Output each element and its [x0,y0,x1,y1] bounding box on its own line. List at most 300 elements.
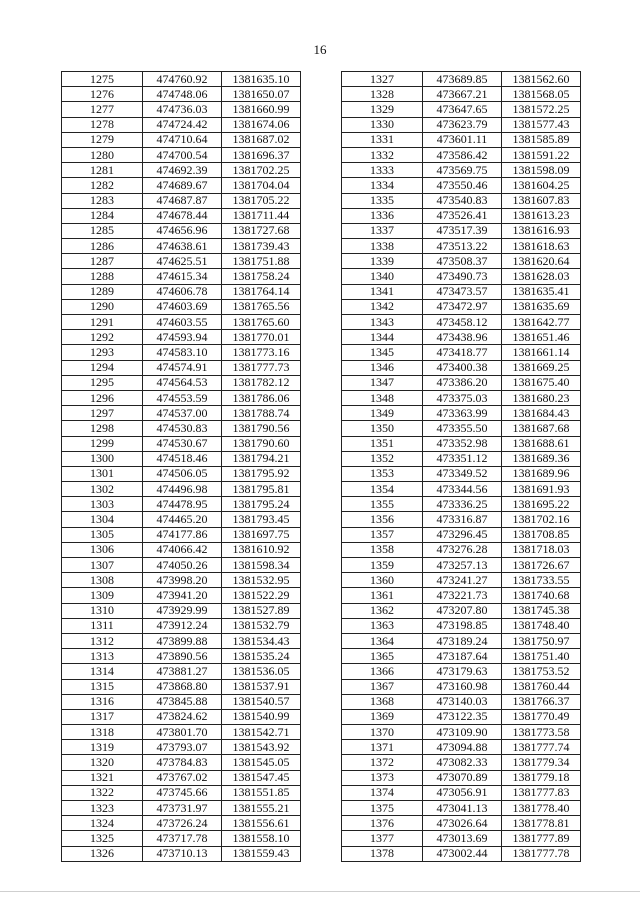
y-coordinate-cell: 1381669.25 [502,360,581,375]
point-number-cell: 1284 [62,208,143,223]
point-number-cell: 1373 [342,770,423,785]
table-row [342,421,581,436]
x-coordinate-cell: 473601.11 [423,132,502,147]
point-number-cell: 1304 [62,512,143,527]
table-row [342,163,581,178]
table-row [62,406,301,421]
x-coordinate-cell: 474518.46 [143,451,222,466]
x-coordinate-cell: 473667.21 [423,87,502,102]
table-row [342,451,581,466]
y-coordinate-cell: 1381591.22 [502,147,581,162]
x-coordinate-cell: 473647.65 [423,102,502,117]
y-coordinate-cell: 1381786.06 [222,390,301,405]
x-coordinate-cell: 473845.88 [143,694,222,709]
point-number-cell: 1335 [342,193,423,208]
table-row [342,649,581,664]
y-coordinate-cell: 1381739.43 [222,239,301,254]
x-coordinate-cell: 473513.22 [423,239,502,254]
y-coordinate-cell: 1381718.03 [502,542,581,557]
table-row [342,618,581,633]
point-number-cell: 1344 [342,330,423,345]
x-coordinate-cell: 473458.12 [423,315,502,330]
x-coordinate-cell: 474574.91 [143,360,222,375]
table-row [342,512,581,527]
x-coordinate-cell: 473002.44 [423,846,502,861]
point-number-cell: 1334 [342,178,423,193]
y-coordinate-cell: 1381610.92 [222,542,301,557]
point-number-cell: 1340 [342,269,423,284]
x-coordinate-cell: 474687.87 [143,193,222,208]
point-number-cell: 1276 [62,87,143,102]
y-coordinate-cell: 1381547.45 [222,770,301,785]
y-coordinate-cell: 1381618.63 [502,239,581,254]
x-coordinate-cell: 473400.38 [423,360,502,375]
point-number-cell: 1327 [342,72,423,87]
y-coordinate-cell: 1381711.44 [222,208,301,223]
point-number-cell: 1346 [342,360,423,375]
point-number-cell: 1294 [62,360,143,375]
x-coordinate-cell: 473793.07 [143,740,222,755]
y-coordinate-cell: 1381551.85 [222,785,301,800]
y-coordinate-cell: 1381635.10 [222,72,301,87]
y-coordinate-cell: 1381765.60 [222,315,301,330]
x-coordinate-cell: 474615.34 [143,269,222,284]
y-coordinate-cell: 1381793.45 [222,512,301,527]
x-coordinate-cell: 473890.56 [143,649,222,664]
point-number-cell: 1287 [62,254,143,269]
y-coordinate-cell: 1381568.05 [502,87,581,102]
point-number-cell: 1368 [342,694,423,709]
y-coordinate-cell: 1381680.23 [502,390,581,405]
table-row [342,558,581,573]
point-number-cell: 1324 [62,816,143,831]
point-number-cell: 1283 [62,193,143,208]
x-coordinate-cell: 473473.57 [423,284,502,299]
point-number-cell: 1333 [342,163,423,178]
x-coordinate-cell: 474050.26 [143,558,222,573]
x-coordinate-cell: 473187.64 [423,649,502,664]
table-row [342,709,581,724]
point-number-cell: 1353 [342,466,423,481]
point-number-cell: 1303 [62,497,143,512]
table-row [62,345,301,360]
x-coordinate-cell: 473899.88 [143,633,222,648]
y-coordinate-cell: 1381532.95 [222,573,301,588]
table-row [342,239,581,254]
x-coordinate-cell: 473998.20 [143,573,222,588]
x-coordinate-cell: 473490.73 [423,269,502,284]
point-number-cell: 1329 [342,102,423,117]
table-row [342,725,581,740]
point-number-cell: 1281 [62,163,143,178]
x-coordinate-cell: 473013.69 [423,831,502,846]
y-coordinate-cell: 1381794.21 [222,451,301,466]
table-row [62,482,301,497]
x-coordinate-cell: 473550.46 [423,178,502,193]
y-coordinate-cell: 1381562.60 [502,72,581,87]
y-coordinate-cell: 1381777.89 [502,831,581,846]
y-coordinate-cell: 1381770.01 [222,330,301,345]
table-row [62,846,301,861]
point-number-cell: 1330 [342,117,423,132]
table-row [62,117,301,132]
y-coordinate-cell: 1381660.99 [222,102,301,117]
table-row [342,831,581,846]
table-row [342,345,581,360]
table-row [342,633,581,648]
y-coordinate-cell: 1381696.37 [222,147,301,162]
y-coordinate-cell: 1381691.93 [502,482,581,497]
table-row [62,284,301,299]
point-number-cell: 1374 [342,785,423,800]
table-row [342,375,581,390]
x-coordinate-cell: 474638.61 [143,239,222,254]
x-coordinate-cell: 473472.97 [423,299,502,314]
y-coordinate-cell: 1381748.40 [502,618,581,633]
table-row [62,72,301,87]
table-row [62,497,301,512]
point-number-cell: 1323 [62,801,143,816]
x-coordinate-cell: 474583.10 [143,345,222,360]
x-coordinate-cell: 474606.78 [143,284,222,299]
table-row [62,664,301,679]
table-row [342,254,581,269]
y-coordinate-cell: 1381708.85 [502,527,581,542]
x-coordinate-cell: 473276.28 [423,542,502,557]
table-row [62,375,301,390]
table-row [62,573,301,588]
point-number-cell: 1309 [62,588,143,603]
table-row [62,801,301,816]
y-coordinate-cell: 1381535.24 [222,649,301,664]
x-coordinate-cell: 473160.98 [423,679,502,694]
x-coordinate-cell: 473352.98 [423,436,502,451]
point-number-cell: 1285 [62,223,143,238]
table-row [62,269,301,284]
table-row [62,163,301,178]
point-number-cell: 1316 [62,694,143,709]
table-row [342,527,581,542]
x-coordinate-cell: 473689.85 [423,72,502,87]
point-number-cell: 1343 [342,315,423,330]
table-row [62,239,301,254]
point-number-cell: 1301 [62,466,143,481]
table-row [342,755,581,770]
point-number-cell: 1331 [342,132,423,147]
y-coordinate-cell: 1381795.81 [222,482,301,497]
table-row [342,269,581,284]
point-number-cell: 1292 [62,330,143,345]
y-coordinate-cell: 1381577.43 [502,117,581,132]
x-coordinate-cell: 473508.37 [423,254,502,269]
y-coordinate-cell: 1381733.55 [502,573,581,588]
point-number-cell: 1298 [62,421,143,436]
point-number-cell: 1312 [62,633,143,648]
y-coordinate-cell: 1381687.02 [222,132,301,147]
table-row [342,178,581,193]
table-row [62,436,301,451]
point-number-cell: 1336 [342,208,423,223]
y-coordinate-cell: 1381765.56 [222,299,301,314]
point-number-cell: 1325 [62,831,143,846]
table-row [342,406,581,421]
point-number-cell: 1357 [342,527,423,542]
point-number-cell: 1349 [342,406,423,421]
x-coordinate-cell: 474530.83 [143,421,222,436]
table-row [62,588,301,603]
point-number-cell: 1275 [62,72,143,87]
coordinates-table-right [341,71,581,862]
point-number-cell: 1282 [62,178,143,193]
table-row [62,254,301,269]
y-coordinate-cell: 1381543.92 [222,740,301,755]
point-number-cell: 1351 [342,436,423,451]
point-number-cell: 1279 [62,132,143,147]
y-coordinate-cell: 1381778.40 [502,801,581,816]
point-number-cell: 1352 [342,451,423,466]
table-row [342,390,581,405]
point-number-cell: 1311 [62,618,143,633]
point-number-cell: 1372 [342,755,423,770]
x-coordinate-cell: 474593.94 [143,330,222,345]
y-coordinate-cell: 1381702.16 [502,512,581,527]
point-number-cell: 1359 [342,558,423,573]
point-number-cell: 1317 [62,709,143,724]
table-row [342,436,581,451]
point-number-cell: 1313 [62,649,143,664]
table-row [62,466,301,481]
point-number-cell: 1363 [342,618,423,633]
point-number-cell: 1350 [342,421,423,436]
y-coordinate-cell: 1381540.99 [222,709,301,724]
table-row [62,421,301,436]
point-number-cell: 1367 [342,679,423,694]
y-coordinate-cell: 1381766.37 [502,694,581,709]
table-row [342,664,581,679]
y-coordinate-cell: 1381559.43 [222,846,301,861]
table-row [62,178,301,193]
y-coordinate-cell: 1381572.25 [502,102,581,117]
x-coordinate-cell: 473082.33 [423,755,502,770]
y-coordinate-cell: 1381687.68 [502,421,581,436]
point-number-cell: 1358 [342,542,423,557]
y-coordinate-cell: 1381604.25 [502,178,581,193]
y-coordinate-cell: 1381777.78 [502,846,581,861]
x-coordinate-cell: 474689.67 [143,178,222,193]
page-number: 16 [313,42,327,57]
y-coordinate-cell: 1381522.29 [222,588,301,603]
y-coordinate-cell: 1381773.58 [502,725,581,740]
x-coordinate-cell: 473122.35 [423,709,502,724]
y-coordinate-cell: 1381542.71 [222,725,301,740]
table-row [62,816,301,831]
y-coordinate-cell: 1381537.91 [222,679,301,694]
y-coordinate-cell: 1381702.25 [222,163,301,178]
x-coordinate-cell: 473517.39 [423,223,502,238]
y-coordinate-cell: 1381635.41 [502,284,581,299]
table-row [62,709,301,724]
table-row [342,573,581,588]
table-row [62,147,301,162]
x-coordinate-cell: 473731.97 [143,801,222,816]
point-number-cell: 1314 [62,664,143,679]
table-row [62,299,301,314]
table-row [62,649,301,664]
y-coordinate-cell: 1381751.40 [502,649,581,664]
table-row [342,466,581,481]
table-row [342,117,581,132]
point-number-cell: 1300 [62,451,143,466]
x-coordinate-cell: 473041.13 [423,801,502,816]
y-coordinate-cell: 1381616.93 [502,223,581,238]
table-row [342,603,581,618]
x-coordinate-cell: 474736.03 [143,102,222,117]
x-coordinate-cell: 473386.20 [423,375,502,390]
table-row [342,330,581,345]
y-coordinate-cell: 1381760.44 [502,679,581,694]
x-coordinate-cell: 474603.55 [143,315,222,330]
x-coordinate-cell: 474506.05 [143,466,222,481]
table-row [342,284,581,299]
y-coordinate-cell: 1381758.24 [222,269,301,284]
x-coordinate-cell: 473540.83 [423,193,502,208]
y-coordinate-cell: 1381532.79 [222,618,301,633]
point-number-cell: 1308 [62,573,143,588]
point-number-cell: 1296 [62,390,143,405]
point-number-cell: 1370 [342,725,423,740]
table-row [62,633,301,648]
y-coordinate-cell: 1381661.14 [502,345,581,360]
point-number-cell: 1365 [342,649,423,664]
point-number-cell: 1280 [62,147,143,162]
table-row [62,330,301,345]
x-coordinate-cell: 473351.12 [423,451,502,466]
point-number-cell: 1315 [62,679,143,694]
y-coordinate-cell: 1381585.89 [502,132,581,147]
point-number-cell: 1291 [62,315,143,330]
y-coordinate-cell: 1381689.36 [502,451,581,466]
point-number-cell: 1378 [342,846,423,861]
x-coordinate-cell: 473109.90 [423,725,502,740]
point-number-cell: 1366 [342,664,423,679]
x-coordinate-cell: 473316.87 [423,512,502,527]
table-row [342,315,581,330]
y-coordinate-cell: 1381556.61 [222,816,301,831]
x-coordinate-cell: 473941.20 [143,588,222,603]
y-coordinate-cell: 1381688.61 [502,436,581,451]
y-coordinate-cell: 1381779.34 [502,755,581,770]
x-coordinate-cell: 473056.91 [423,785,502,800]
table-row [342,785,581,800]
table-row [62,831,301,846]
table-row [62,770,301,785]
x-coordinate-cell: 473881.27 [143,664,222,679]
table-row [62,755,301,770]
y-coordinate-cell: 1381613.23 [502,208,581,223]
y-coordinate-cell: 1381545.05 [222,755,301,770]
point-number-cell: 1288 [62,269,143,284]
point-number-cell: 1290 [62,299,143,314]
x-coordinate-cell: 474478.95 [143,497,222,512]
table-row [342,223,581,238]
point-number-cell: 1342 [342,299,423,314]
y-coordinate-cell: 1381704.04 [222,178,301,193]
x-coordinate-cell: 474656.96 [143,223,222,238]
point-number-cell: 1302 [62,482,143,497]
table-row [62,390,301,405]
x-coordinate-cell: 473344.56 [423,482,502,497]
table-row [62,694,301,709]
table-row [62,618,301,633]
x-coordinate-cell: 473375.03 [423,390,502,405]
point-number-cell: 1339 [342,254,423,269]
y-coordinate-cell: 1381795.24 [222,497,301,512]
point-number-cell: 1364 [342,633,423,648]
table-row [62,102,301,117]
point-number-cell: 1278 [62,117,143,132]
point-number-cell: 1338 [342,239,423,254]
y-coordinate-cell: 1381628.03 [502,269,581,284]
x-coordinate-cell: 473094.88 [423,740,502,755]
y-coordinate-cell: 1381751.88 [222,254,301,269]
x-coordinate-cell: 474625.51 [143,254,222,269]
table-row [62,527,301,542]
point-number-cell: 1321 [62,770,143,785]
x-coordinate-cell: 473179.63 [423,664,502,679]
point-number-cell: 1332 [342,147,423,162]
table-row [342,679,581,694]
point-number-cell: 1277 [62,102,143,117]
x-coordinate-cell: 473140.03 [423,694,502,709]
table-row [342,360,581,375]
table-row [62,193,301,208]
x-coordinate-cell: 473349.52 [423,466,502,481]
y-coordinate-cell: 1381635.69 [502,299,581,314]
y-coordinate-cell: 1381753.52 [502,664,581,679]
x-coordinate-cell: 473070.89 [423,770,502,785]
point-number-cell: 1322 [62,785,143,800]
table-row [342,542,581,557]
x-coordinate-cell: 474700.54 [143,147,222,162]
table-row [62,725,301,740]
table-row [62,512,301,527]
x-coordinate-cell: 473767.02 [143,770,222,785]
y-coordinate-cell: 1381745.38 [502,603,581,618]
x-coordinate-cell: 474748.06 [143,87,222,102]
table-row [62,360,301,375]
y-coordinate-cell: 1381534.43 [222,633,301,648]
x-coordinate-cell: 473438.96 [423,330,502,345]
point-number-cell: 1377 [342,831,423,846]
point-number-cell: 1347 [342,375,423,390]
table-row [62,208,301,223]
point-number-cell: 1318 [62,725,143,740]
table-row [342,846,581,861]
x-coordinate-cell: 473623.79 [423,117,502,132]
x-coordinate-cell: 473526.41 [423,208,502,223]
x-coordinate-cell: 473241.27 [423,573,502,588]
table-row [342,694,581,709]
x-coordinate-cell: 474564.53 [143,375,222,390]
point-number-cell: 1286 [62,239,143,254]
y-coordinate-cell: 1381650.07 [222,87,301,102]
y-coordinate-cell: 1381620.64 [502,254,581,269]
point-number-cell: 1371 [342,740,423,755]
point-number-cell: 1341 [342,284,423,299]
y-coordinate-cell: 1381764.14 [222,284,301,299]
y-coordinate-cell: 1381778.81 [502,816,581,831]
x-coordinate-cell: 474724.42 [143,117,222,132]
